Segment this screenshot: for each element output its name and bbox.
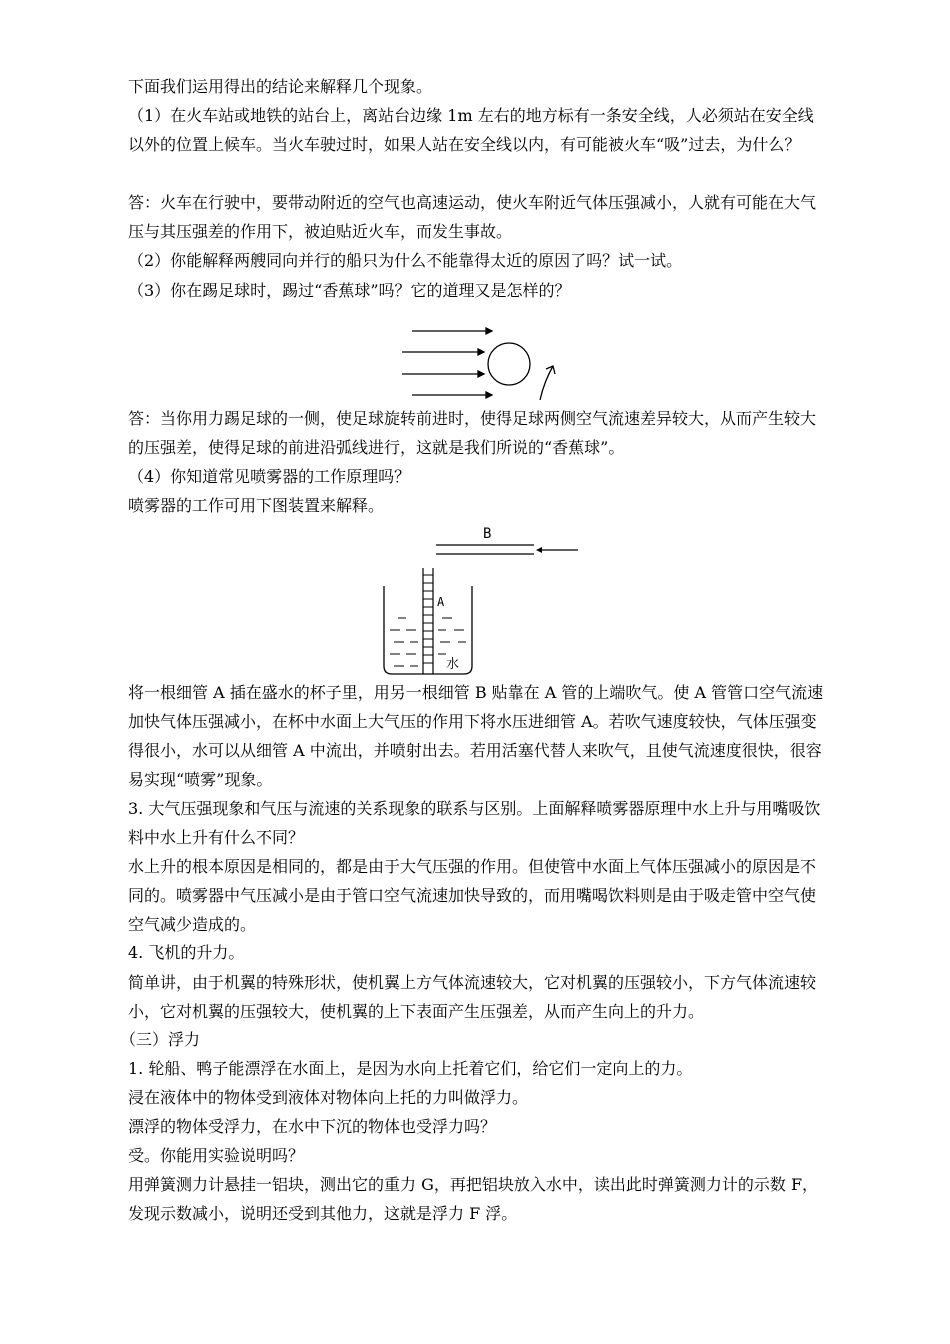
- arrow-head-3: [478, 371, 484, 377]
- label-tube-a: A: [437, 595, 445, 609]
- paragraph-buoyancy-experiment: 用弹簧测力计悬挂一铝块，测出它的重力 G，再把铝块放入水中，读出此时弹簧测力计的示数 F，发现示数减小，说明还受到其他力，这就是浮力 F 浮。: [128, 1175, 819, 1223]
- label-tube-b: B: [483, 526, 492, 542]
- arrow-head-2: [478, 349, 484, 355]
- paragraph-section-3: 3. 大气压强现象和气压与流速的关系现象的联系与区别。上面解释喷雾器原理中水上升与用嘴吸饮料中水上升有什么不同？: [128, 799, 821, 847]
- paragraph-question-4: （4）你知道常见喷雾器的工作原理吗？: [128, 467, 411, 486]
- paragraph-answer-1: 答：火车在行驶中，要带动附近的空气也高速运动，使火车附近气体压强减小，人就有可能在大气压与其压强差的作用下，被迫贴近火车，而发生事故。: [128, 193, 817, 241]
- sprayer-figure: [380, 520, 582, 680]
- paragraph-buoyancy-question: 漂浮的物体受浮力，在水中下沉的物体也受浮力吗？: [128, 1117, 497, 1136]
- banana-ball-figure: [398, 320, 568, 402]
- paragraph-question-3: （3）你在踢足球时，踢过“香蕉球”吗？它的道理又是怎样的？: [128, 281, 571, 300]
- paragraph-intro: 下面我们运用得出的结论来解释几个现象。: [128, 77, 433, 96]
- paragraph-sprayer-intro: 喷雾器的工作可用下图装置来解释。: [128, 496, 385, 515]
- arrow-head-4: [486, 392, 492, 398]
- football-icon: [488, 343, 530, 385]
- arrow-head-1: [486, 328, 492, 334]
- paragraph-section-4: 4. 飞机的升力。: [128, 943, 245, 962]
- paragraph-question-1: （1）在火车站或地铁的站台上，离站台边缘 1m 左右的地方标有一条安全线，人必须站在安全线以外的位置上候车。当火车驶过时，如果人站在安全线以内，有可能被火车“吸”过去，为什么？: [128, 106, 814, 154]
- paragraph-answer-3: 答：当你用力踢足球的一侧，使足球旋转前进时，使得足球两侧空气流速差异较大，从而产生较大的压强差，使得足球的前进沿弧线进行，这就是我们所说的“香蕉球”。: [128, 409, 817, 457]
- paragraph-answer-section-3: 水上升的根本原因是相同的，都是由于大气压强的作用。但使管中水面上气体压强减小的原因是不同的。喷雾器中气压减小是由于管口空气流速加快导致的，而用嘴喝饮料则是由于吸走管中空气使空气减少造成的。: [128, 857, 817, 934]
- paragraph-question-2: （2）你能解释两艘同向并行的船只为什么不能靠得太近的原因了吗？试一试。: [128, 251, 683, 270]
- curve-path-arrow: [540, 366, 553, 400]
- banana-ball-diagram: [398, 320, 568, 402]
- sprayer-diagram: [380, 520, 582, 680]
- paragraph-lift-explanation: 简单讲，由于机翼的特殊形状，使机翼上方气体流速较大，它对机翼的压强较小，下方气体流速较小，它对机翼的压强较大，使机翼的上下表面产生压强差，从而产生向上的升力。: [128, 973, 817, 1021]
- section-heading-buoyancy: （三）浮力: [120, 1030, 201, 1049]
- blow-arrow-head: [536, 547, 542, 553]
- paragraph-buoyancy-definition: 浸在液体中的物体受到液体对物体向上托的力叫做浮力。: [128, 1088, 529, 1107]
- label-water: 水: [446, 657, 460, 672]
- paragraph-buoyancy-1: 1. 轮船、鸭子能漂浮在水面上，是因为水向上托着它们，给它们一定向上的力。: [128, 1059, 693, 1078]
- paragraph-sprayer-explanation: 将一根细管 A 插在盛水的杯子里，用另一根细管 B 贴靠在 A 管的上端吹气。使 A 管管口空气流速加快气体压强减小，在杯中水面上大气压的作用下将水压进细管 A。若吹气速度较快，气体压强变得很小，水可以从细管 A 中流出，并喷射出去。若用活塞代替人来吹气，且使气流速度很快，很容易实现“喷雾”现象。: [128, 683, 824, 789]
- paragraph-buoyancy-answer: 受。你能用实验说明吗？: [128, 1146, 305, 1165]
